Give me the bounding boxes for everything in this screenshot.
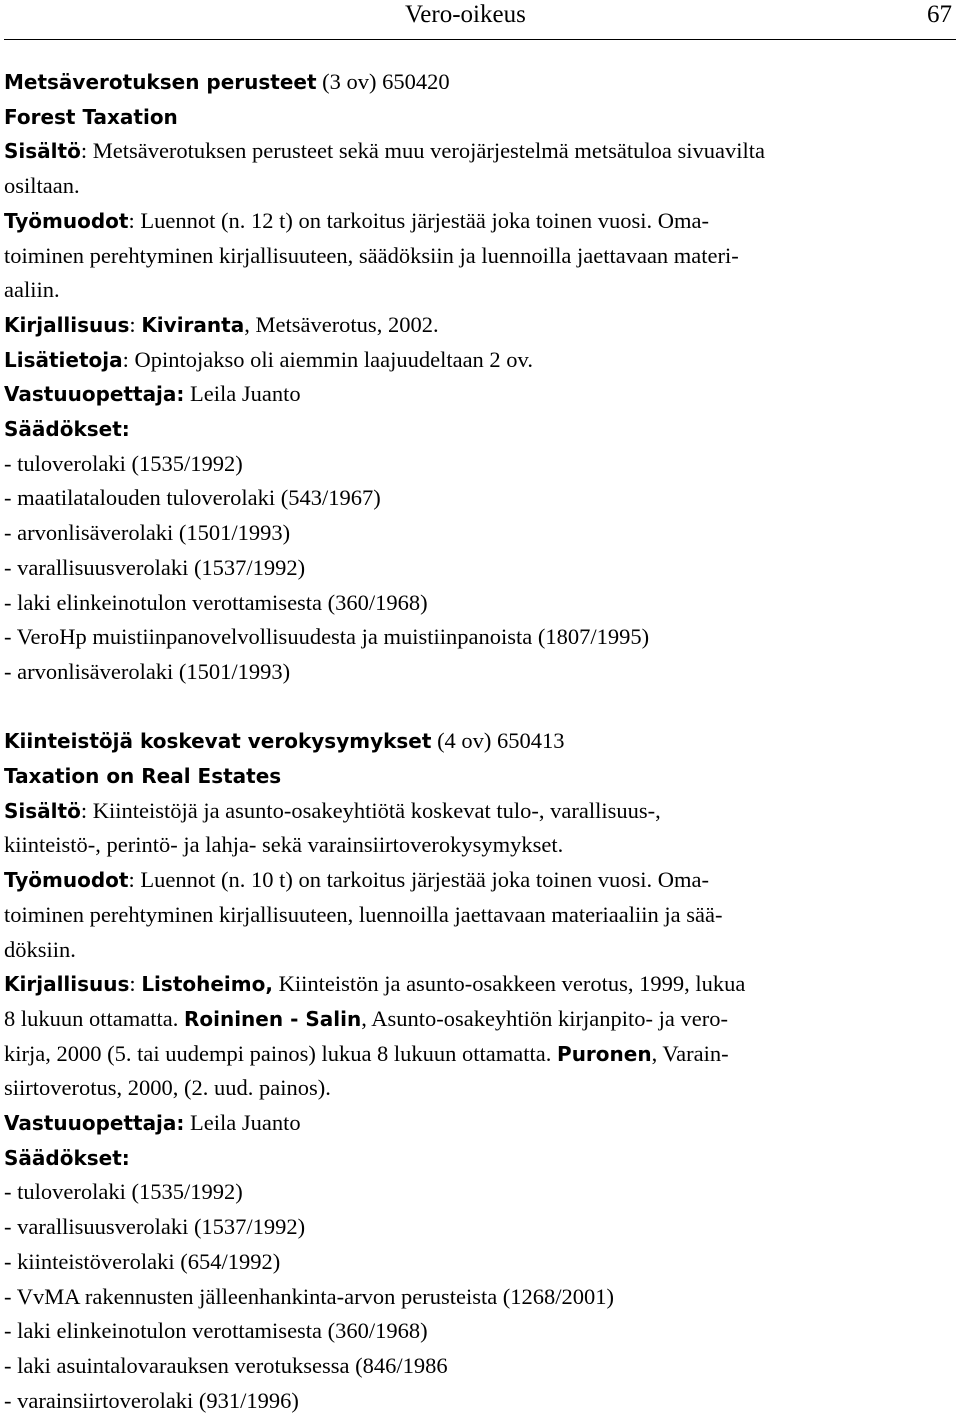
literature-text: , Metsäverotus, 2002. [244, 311, 439, 337]
literature-label: Kirjallisuus [4, 312, 130, 337]
teacher-label: Vastuuopettaja: [4, 1111, 185, 1136]
running-header [0, 0, 960, 40]
statute-item: - laki elinkeinotulon verottamisesta (360/1968) [4, 1318, 428, 1344]
statute-item: - arvonlisäverolaki (1501/1993) [4, 658, 291, 684]
course-forest-taxation [4, 65, 954, 690]
content-line: osiltaan. [4, 173, 80, 199]
literature-separator: : [129, 971, 142, 997]
course-title: Kiinteistöjä koskevat verokysymykset [4, 729, 432, 754]
methods-line: toiminen perehtyminen kirjallisuuteen, luennoilla jaettavaan materiaaliin ja sää- [4, 901, 723, 927]
teacher-label: Vastuuopettaja: [4, 382, 185, 407]
literature-author: Kiviranta [141, 312, 245, 337]
course-credits: (4 ov) 650413 [437, 728, 565, 754]
literature-line [4, 1037, 954, 1072]
statute-item: - arvonlisäverolaki (1501/1993) [4, 520, 291, 546]
methods-line: aaliin. [4, 277, 60, 303]
literature-text: , Asunto-osakeyhtiön kirjanpito- ja vero- [361, 1005, 728, 1031]
methods-line: döksiin. [4, 936, 76, 962]
literature-text: , Varain- [651, 1040, 729, 1066]
literature-author: Puronen [557, 1041, 652, 1066]
statute-item: - kiinteistöverolaki (654/1992) [4, 1248, 281, 1274]
page-number: 67 [927, 1, 952, 28]
header-rule [4, 39, 956, 40]
content-label: Sisältö [4, 139, 81, 164]
statute-item: - VeroHp muistiinpanovelvollisuudesta ja muistiinpanoista (1807/1995) [4, 624, 650, 650]
teacher-line [4, 1106, 954, 1141]
statutes-label: Säädökset: [4, 417, 130, 442]
teacher-line [4, 377, 954, 412]
statute-item: - laki elinkeinotulon verottamisesta (360/1968) [4, 589, 428, 615]
literature-text: Kiinteistön ja asunto-osakkeen verotus, 1999, lukua [272, 971, 746, 997]
literature-separator: : [129, 311, 142, 337]
course-title: Metsäverotuksen perusteet [4, 70, 317, 94]
literature-line [4, 1002, 954, 1037]
page-content [4, 65, 954, 1418]
statute-item: - VvMA rakennusten jälleenhankinta-arvon perusteista (1268/2001) [4, 1283, 615, 1309]
course-english-title: Forest Taxation [4, 104, 178, 129]
methods-text: : Luennot (n. 10 t) on tarkoitus järjestää joka toinen vuosi. Oma- [128, 867, 709, 893]
running-title: Vero-oikeus [405, 1, 526, 28]
literature-line [4, 967, 954, 1002]
methods-line [4, 204, 954, 239]
statute-item: - maatilatalouden tuloverolaki (543/1967) [4, 485, 381, 511]
course-title-line [4, 65, 954, 100]
info-line [4, 343, 954, 378]
methods-text: : Luennot (n. 12 t) on tarkoitus järjestää joka toinen vuosi. Oma- [128, 207, 709, 233]
content-text: : Kiinteistöjä ja asunto-osakeyhtiötä koskevat tulo-, varallisuus-, [80, 797, 661, 823]
literature-label: Kirjallisuus [4, 972, 130, 997]
content-label: Sisältö [4, 798, 81, 823]
info-text: : Opintojakso oli aiemmin laajuudeltaan 2 ov. [122, 346, 533, 372]
literature-text: kirja, 2000 (5. tai uudempi painos) lukua 8 lukuun ottamatta. [4, 1040, 558, 1066]
statute-item: - tuloverolaki (1535/1992) [4, 1179, 243, 1205]
statute-item: - varallisuusverolaki (1537/1992) [4, 1214, 306, 1240]
literature-author: Listoheimo, [141, 972, 273, 997]
content-line [4, 794, 954, 829]
content-line [4, 134, 954, 169]
statutes-label: Säädökset: [4, 1145, 130, 1170]
literature-text: 8 lukuun ottamatta. [4, 1005, 184, 1031]
statute-item: - laki asuintalovarauksen verotuksessa (846/1986 [4, 1353, 448, 1378]
content-text: : Metsäverotuksen perusteet sekä muu verojärjestelmä metsätuloa sivuavilta [80, 138, 765, 164]
teacher-name: Leila Juanto [184, 381, 301, 407]
info-label: Lisätietoja [4, 347, 123, 372]
literature-author: Roininen - Salin [183, 1006, 362, 1031]
methods-line [4, 863, 954, 898]
methods-label: Työmuodot [4, 208, 129, 233]
literature-line: siirtoverotus, 2000, (2. uud. painos). [4, 1075, 331, 1101]
statute-item: - tuloverolaki (1535/1992) [4, 450, 243, 476]
course-credits: (3 ov) 650420 [322, 69, 450, 94]
section-gap [4, 690, 954, 725]
course-title-line [4, 724, 954, 759]
statute-item: - varainsiirtoverolaki (931/1996) [4, 1387, 299, 1413]
content-line: kiinteistö-, perintö- ja lahja- sekä varainsiirtoverokysymykset. [4, 832, 564, 858]
methods-line: toiminen perehtyminen kirjallisuuteen, säädöksiin ja luennoilla jaettavaan materi- [4, 242, 739, 268]
course-english-title: Taxation on Real Estates [4, 764, 282, 789]
statute-item: - varallisuusverolaki (1537/1992) [4, 554, 306, 580]
teacher-name: Leila Juanto [184, 1110, 301, 1136]
course-real-estate-taxation [4, 724, 954, 1418]
literature-line [4, 308, 954, 343]
methods-label: Työmuodot [4, 868, 129, 893]
